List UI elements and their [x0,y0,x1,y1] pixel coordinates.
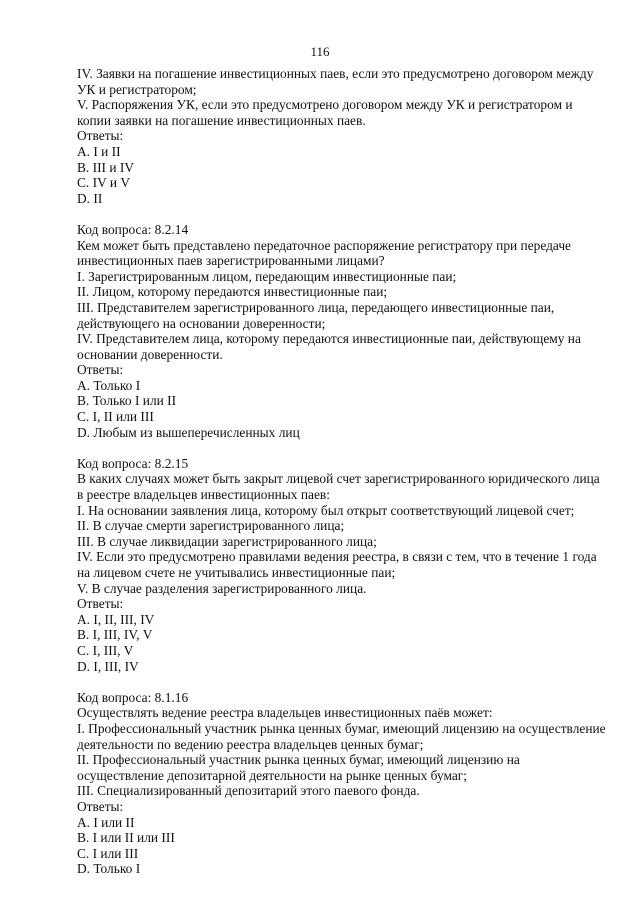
text-line: инвестиционных паев зарегистрированными лицами? [77,253,385,269]
text-line: Ответы: [77,596,124,612]
text-line: III. Специализированный депозитарий этого паевого фонда. [77,783,420,799]
text-line: C. I, II или III [77,409,154,425]
text-line: на лицевом счете не учитывались инвестиционные паи; [77,565,396,580]
text-line: Ответы: [77,362,124,378]
text-line: A. I или II [77,814,135,830]
text-line: I. Профессиональный участник рынка ценных бумаг, имеющий лицензию на осуществление [77,720,606,736]
text-line: A. Только I [77,377,141,393]
text-line: V. В случае разделения зарегистрированного лица. [77,580,367,596]
text-line: осуществление депозитарной деятельности на рынке ценных бумаг; [77,767,467,783]
text-line: основании доверенности. [77,346,223,362]
text-line: D. Любым из вышеперечисленных лиц [77,424,300,440]
text-line: III. Представителем зарегистрированного лица, передающего инвестиционные паи, [77,299,555,315]
document-content [77,66,606,877]
text-line: III. В случае ликвидации зарегистрированного лица; [77,533,377,549]
text-line: B. III и IV [77,159,134,175]
block-separator [77,206,597,222]
text-line: IV. Заявки на погашение инвестиционных паев, если это предусмотрено договором между [77,66,594,81]
question-block [77,455,600,674]
text-line: II. Лицом, которому передаются инвестиционные паи; [77,284,388,300]
text-line: B. Только I или II [77,393,177,409]
text-line: деятельности по ведению реестра владельцев ценных бумаг; [77,736,424,752]
text-line: A. I и II [77,143,121,159]
text-line: V. Распоряжения УК, если это предусмотрено договором между УК и регистратором и [77,97,573,113]
text-line: A. I, II, III, IV [77,611,155,627]
block-separator [77,674,597,690]
question-block [77,689,606,877]
text-line: C. IV и V [77,175,131,191]
text-line: D. II [77,190,103,206]
text-line: IV. Если это предусмотрено правилами ведения реестра, в связи с тем, что в течение 1 года [77,549,597,565]
text-line: в реестре владельцев инвестиционных паев: [77,487,330,503]
text-line: Кем может быть представлено передаточное распоряжение регистратору при передаче [77,237,571,253]
text-line: Код вопроса: 8.2.14 [77,221,189,237]
text-line: Ответы: [77,128,124,144]
text-line: IV. Представителем лица, которому передаются инвестиционные паи, действующему на [77,331,581,347]
page-number: 116 [310,44,330,59]
text-line: действующего на основании доверенности; [77,315,326,331]
text-line: II. Профессиональный участник рынка ценных бумаг, имеющий лицензию на [77,752,520,768]
text-line: Ответы: [77,798,124,814]
text-line: B. I, III, IV, V [77,627,153,643]
text-line: В каких случаях может быть закрыт лицевой счет зарегистрированного юридического лица [77,471,600,487]
text-line: B. I или II или III [77,830,175,846]
text-line: C. I или III [77,845,139,861]
text-line: копии заявки на погашение инвестиционных паев. [77,112,366,128]
text-line: D. I, III, IV [77,658,139,674]
text-line: Код вопроса: 8.1.16 [77,689,189,705]
text-line: Код вопроса: 8.2.15 [77,455,189,471]
text-line: C. I, III, V [77,642,134,658]
text-line: Осуществлять ведение реестра владельцев инвестиционных паёв может: [77,705,493,721]
block-separator [77,440,597,456]
text-line: I. На основании заявления лица, которому был открыт соответствующий лицевой счет; [77,502,575,518]
text-line: D. Только I [77,861,141,877]
text-line: УК и регистратором; [77,81,197,97]
text-line: I. Зарегистрированным лицом, передающим инвестиционные паи; [77,268,457,284]
text-line: II. В случае смерти зарегистрированного лица; [77,518,345,534]
question-continuation [77,66,597,206]
question-block [77,222,597,440]
